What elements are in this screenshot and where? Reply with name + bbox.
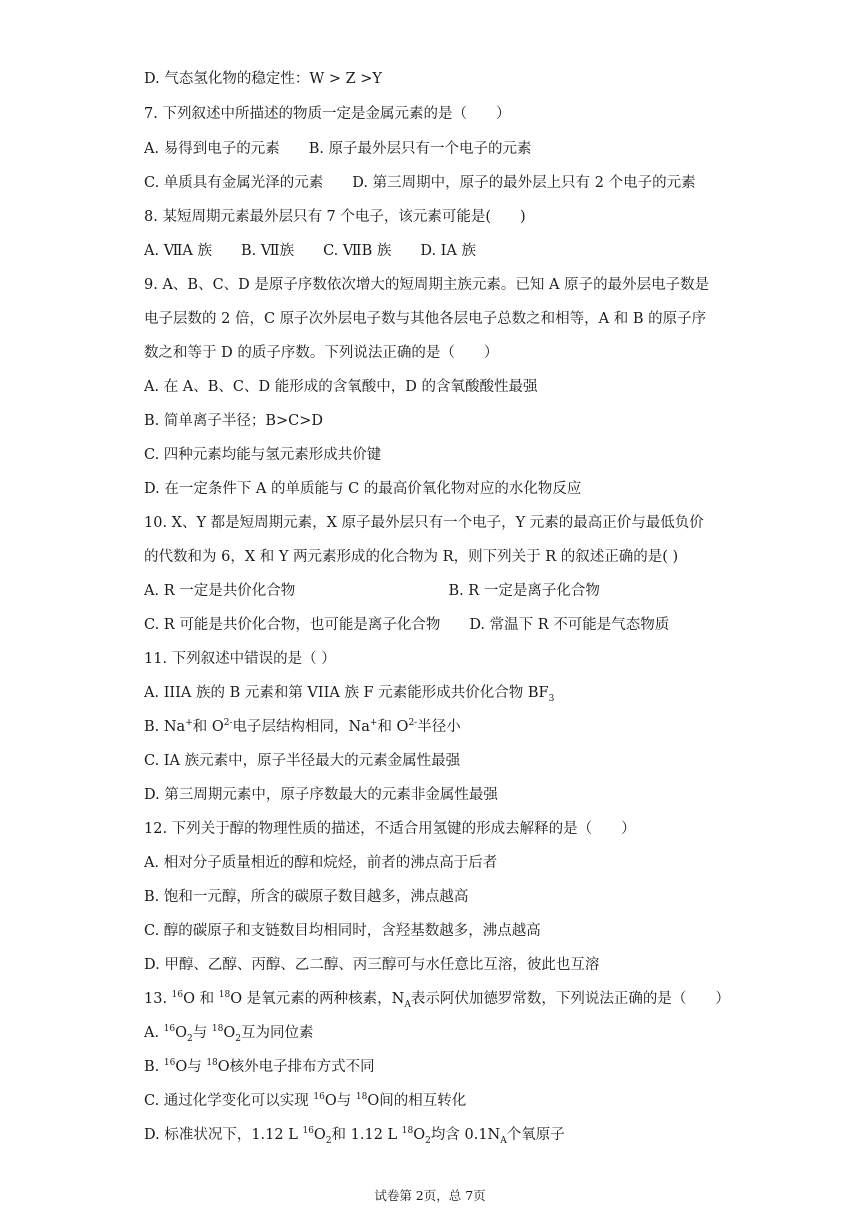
q10-stem-line2: 的代数和为 6，X 和 Y 两元素形成的化合物为 R，则下列关于 R 的叙述正确的是( ) [144,549,679,565]
q12-stem: 12. 下列关于醇的物理性质的描述，不适合用氢键的形成去解释的是（ ） [144,821,636,837]
page-footer: 试卷第 2页，总 7页 [374,1188,486,1203]
text: O [230,991,243,1007]
q7-options-ab: A. 易得到电子的元素 B. 原子最外层只有一个电子的元素 [144,141,532,157]
q9-option-d: D. 在一定条件下 A 的单质能与 C 的最高价氧化物对应的水化物反应 [144,481,582,497]
q12-option-a: A. 相对分子质量相近的醇和烷烃，前者的沸点高于后者 [144,855,498,871]
q9-option-c: C. 四种元素均能与氢元素形成共价键 [144,447,382,463]
q13-stem [144,989,730,1009]
q10-options-ab [144,581,600,601]
q9-option-a: A. 在 A、B、C、D 能形成的含氧酸中，D 的含氧酸酸性最强 [144,379,538,395]
q13-option-c [144,1091,466,1111]
q12-option-d: D. 甲醇、乙醇、丙醇、乙二醇、丙三醇可与水任意比互溶，彼此也互溶 [144,957,600,973]
q12-option-c: C. 醇的碳原子和支链数目均相同时，含羟基数越多，沸点越高 [144,923,541,939]
q10-option-a: A. R 一定是共价化合物 [144,583,296,599]
text: 和 O [377,719,409,735]
subscript: A [404,999,411,1010]
text: 和 [195,991,219,1007]
text: O [413,1127,426,1143]
superscript: 16 [302,1126,314,1137]
superscript: 16 [313,1092,325,1103]
q10-options-cd: C. R 可能是共价化合物，也可能是离子化合物 D. 常温下 R 不可能是气态物质 [144,617,670,633]
text: 是氧元素的两种核素，N [242,991,405,1007]
q11-option-a-text: A. IIIA 族的 B 元素和第 VIIA 族 F 元素能形成共价化合物 BF [144,685,549,701]
q9-option-b: B. 简单离子半径；B>C>D [144,413,324,429]
text: O [313,1127,326,1143]
q6-option-d: D. 气态氢化物的稳定性：W > Z >Y [144,71,383,87]
superscript: 18 [211,1024,224,1035]
text: 半径小 [417,719,461,735]
text: O [217,1059,230,1075]
subscript: 2 [425,1135,431,1146]
text: O [175,1025,188,1041]
text: B. Na [144,719,186,735]
q13-option-d [144,1125,565,1145]
text: O [183,991,196,1007]
q7-options-cd: C. 单质具有金属光泽的元素 D. 第三周期中，原子的最外层上只有 2 个电子的元素 [144,175,696,191]
superscript: 16 [171,990,184,1001]
text: C. 通过化学变化可以实现 [144,1093,314,1109]
q11-stem: 11. 下列叙述中错误的是（ ） [144,651,336,667]
q9-stem-line2: 电子层数的 2 倍，C 原子次外层电子数与其他各层电子总数之和相等，A 和 B 的原子序 [144,311,707,327]
text: 和 1.12 L [331,1127,402,1143]
q10-stem-line1: 10. X、Y 都是短周期元素，X 原子最外层只有一个电子，Y 元素的最高正价与最低负价 [144,515,704,531]
subscript: 3 [548,693,555,704]
text: 与 [187,1059,207,1075]
subscript: A [500,1135,507,1146]
text: 与 [192,1025,212,1041]
superscript: 18 [206,1058,218,1069]
text: 核外电子排布方式不同 [229,1059,375,1075]
text: D. 标准状况下，1.12 L [144,1127,303,1143]
text: 13. [144,991,172,1007]
text: 互为同位素 [240,1025,314,1041]
q12-option-b: B. 饱和一元醇，所含的碳原子数目越多，沸点越高 [144,889,469,905]
q13-option-a [144,1023,313,1043]
text: O [223,1025,236,1041]
superscript: 18 [355,1092,368,1103]
q8-options: A. ⅦA 族 B. Ⅶ族 C. ⅦB 族 D. ⅠA 族 [144,243,476,259]
q11-option-a [144,683,554,703]
text: O [175,1059,188,1075]
text: B. [144,1059,164,1075]
text: O [367,1093,380,1109]
q9-stem-line1: 9. A、B、C、D 是原子序数依次增大的短周期主族元素。已知 A 原子的最外层电子数是 [144,277,710,293]
superscript: 18 [401,1126,414,1137]
text: 和 O [192,719,224,735]
text: 电子层结构相同，Na [232,719,370,735]
superscript: 18 [218,990,231,1001]
text: 表示阿伏加德罗常数，下列说法正确的是（ ） [410,991,730,1007]
superscript: + [185,718,193,729]
superscript: 16 [163,1058,176,1069]
text: 个氧原子 [506,1127,565,1143]
q10-option-b: B. R 一定是离子化合物 [448,583,600,599]
superscript: + [369,718,378,729]
q13-option-b [144,1057,375,1077]
subscript: 2 [325,1135,332,1146]
superscript: 2- [223,718,233,729]
subscript: 2 [235,1033,241,1044]
text: 间的相互转化 [379,1093,467,1109]
q11-option-c: C. IA 族元素中，原子半径最大的元素金属性最强 [144,753,461,769]
q11-option-b [144,717,461,737]
superscript: 2- [408,718,418,729]
subscript: 2 [187,1033,193,1044]
text: 均含 0.1N [430,1127,501,1143]
text: O [324,1093,337,1109]
text: 与 [336,1093,356,1109]
text: A. [144,1025,164,1041]
q9-stem-line3: 数之和等于 D 的质子序数。下列说法正确的是（ ） [144,345,499,361]
q11-option-d: D. 第三周期元素中，原子序数最大的元素非金属性最强 [144,787,498,803]
q7-stem: 7. 下列叙述中所描述的物质一定是金属元素的是（ ） [144,106,511,122]
q8-stem: 8. 某短周期元素最外层只有 7 个电子，该元素可能是( ) [144,209,526,225]
superscript: 16 [163,1024,176,1035]
